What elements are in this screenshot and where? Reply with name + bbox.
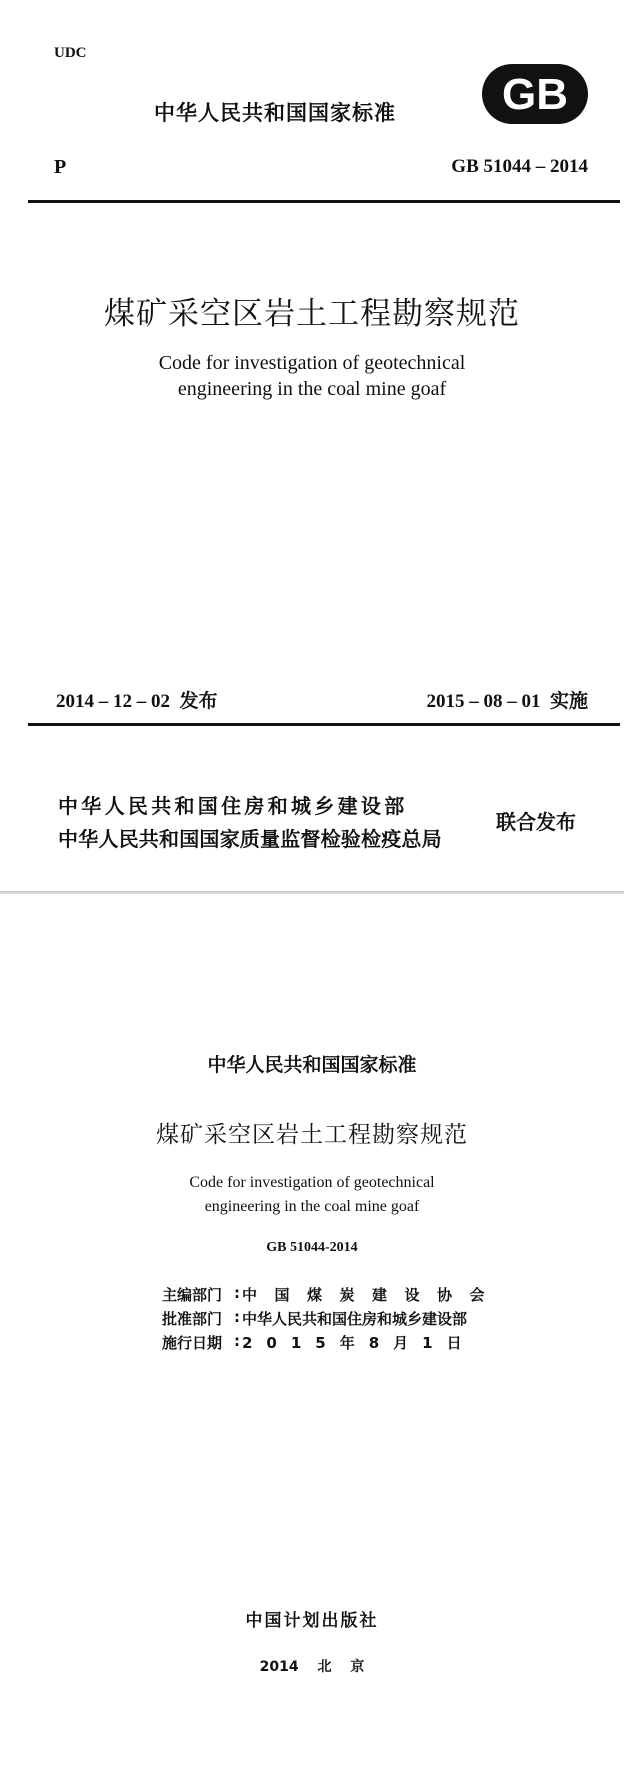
top-rule [28, 200, 620, 203]
title-english-line-1: Code for investigation of geotechnical [158, 352, 466, 374]
issuer-ministry-housing: 中华人民共和国住房和城乡建设部 [58, 794, 408, 818]
colon: : [234, 1284, 240, 1302]
approver-row [162, 1308, 497, 1329]
title-chinese: 煤矿采空区岩土工程勘察规范 [104, 296, 520, 332]
issue-date: 2014 – 12 – 02 发布 [56, 691, 218, 712]
bottom-rule [28, 723, 620, 726]
editor-label: 主编部门 [162, 1286, 223, 1304]
effective-date-row [162, 1332, 497, 1353]
effective-date-label: 施行日期 [162, 1334, 223, 1352]
udc-label: UDC [54, 45, 87, 61]
approver-value: 中华人民共和国住房和城乡建设部 [242, 1310, 468, 1328]
title-english-line-2: engineering in the coal mine goaf [204, 1198, 420, 1215]
title-chinese: 煤矿采空区岩土工程勘察规范 [156, 1122, 468, 1148]
standard-number: GB 51044-2014 [266, 1240, 358, 1255]
publisher: 中国计划出版社 [245, 1611, 379, 1631]
title-english-line-1: Code for investigation of geotechnical [189, 1174, 435, 1191]
joint-issue-label: 联合发布 [496, 810, 576, 834]
title-page [0, 894, 624, 1788]
publish-place-year: 2014 北 京 [259, 1659, 365, 1675]
category-code: P [54, 156, 67, 178]
editor-row [162, 1284, 503, 1305]
title-english-line-2: engineering in the coal mine goaf [177, 378, 447, 400]
editor-value: 中国煤炭建设协会 [242, 1286, 503, 1304]
approver-label: 批准部门 [162, 1310, 223, 1328]
gb-logo-text: GB [502, 70, 568, 119]
standard-number: GB 51044 – 2014 [451, 156, 588, 177]
effective-date-value: 2015年8月1日 [242, 1334, 476, 1352]
colon: : [234, 1308, 240, 1326]
cover-page [0, 0, 624, 892]
implementation-date: 2015 – 08 – 01 实施 [426, 691, 588, 712]
standard-type: 中华人民共和国国家标准 [207, 1054, 417, 1076]
issuer-aqsiq: 中华人民共和国国家质量监督检验检疫总局 [58, 827, 442, 851]
standard-type: 中华人民共和国国家标准 [154, 101, 396, 125]
colon: : [234, 1332, 240, 1350]
gb-logo [480, 62, 590, 126]
